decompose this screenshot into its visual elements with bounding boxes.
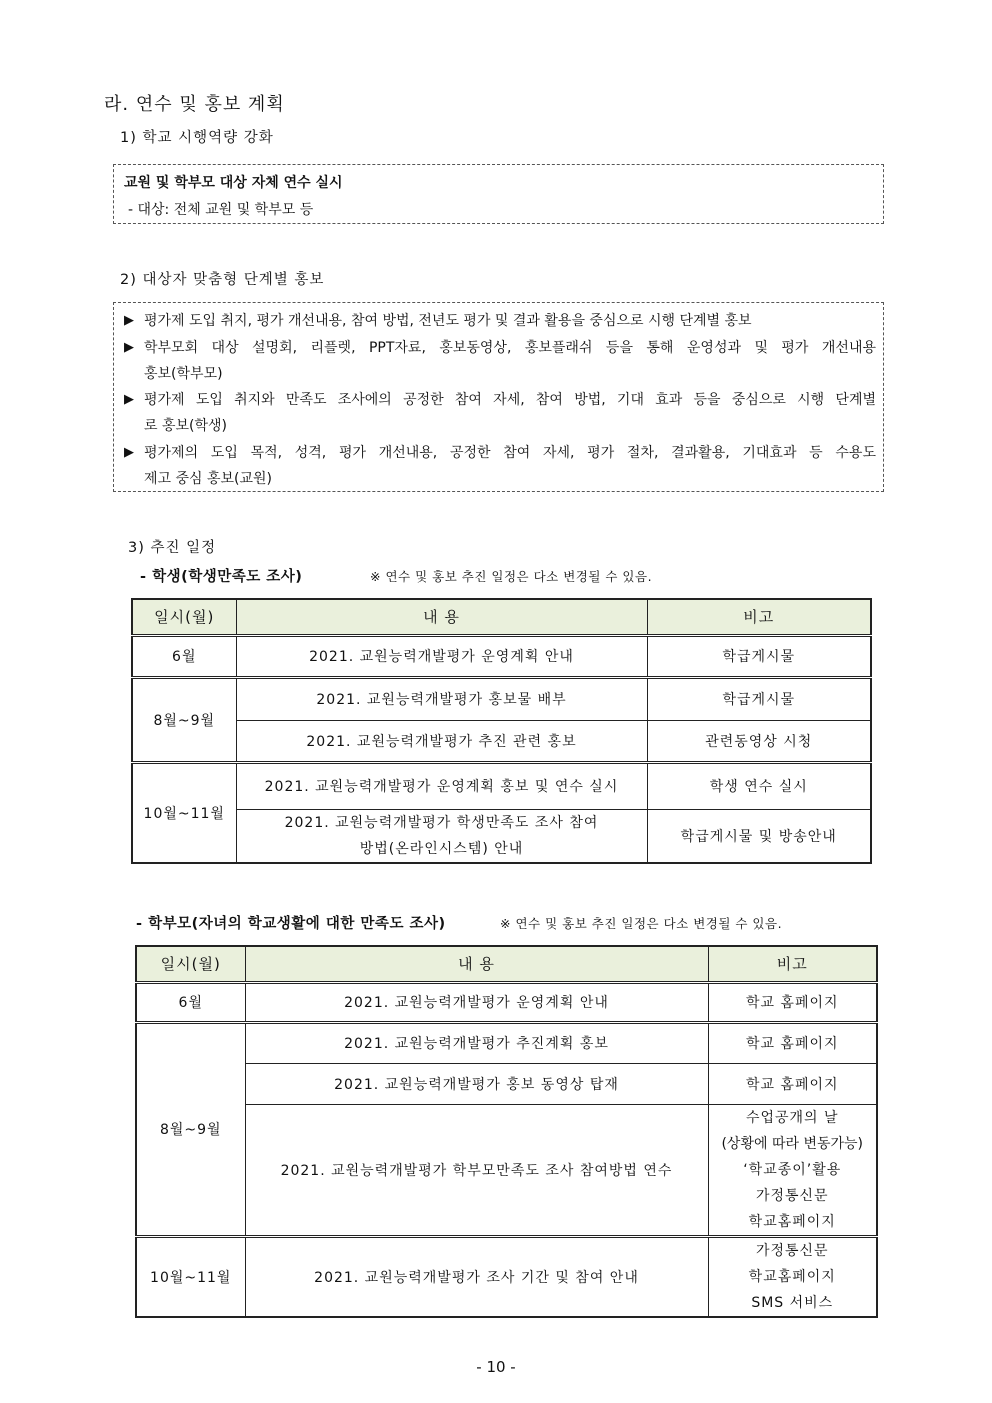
subsection-title-1: 1) 학교 시행역량 강화 xyxy=(120,130,274,146)
bullet-text-cont: 로 홍보(학생) xyxy=(144,418,227,434)
promotion-bullet xyxy=(124,335,876,387)
cell-content: 2021. 교원능력개발평가 홍보 동영상 탑재 xyxy=(245,1063,708,1104)
promotion-bullet xyxy=(124,440,876,492)
cell-content: 2021. 교원능력개발평가 홍보물 배부 xyxy=(236,677,647,720)
cell-note-line: ‘학교종이’활용 xyxy=(743,1161,842,1178)
student-note: ※ 연수 및 홍보 추진 일정은 다소 변경될 수 있음. xyxy=(370,569,653,584)
section-title: 라. 연수 및 홍보 계획 xyxy=(104,94,285,115)
promotion-bullet xyxy=(124,308,876,334)
table-row xyxy=(136,1104,877,1236)
training-box-title: 교원 및 학부모 대상 자체 연수 실시 xyxy=(124,175,343,191)
cell-note-line: 가정통신문 xyxy=(755,1187,829,1204)
cell-content: 2021. 교원능력개발평가 조사 기간 및 참여 안내 xyxy=(245,1236,708,1317)
bullet-text: 평가제 도입 취지와 만족도 조사에의 공정한 참여 자세, 참여 방법, 기대 효과 등을 중심으로 시행 단계별 xyxy=(144,392,876,408)
bullet-text-cont: 제고 중심 홍보(교원) xyxy=(144,471,273,487)
arrow-bullet-icon: ▶ xyxy=(124,445,134,460)
training-box xyxy=(113,164,884,224)
cell-month: 6월 xyxy=(136,982,245,1022)
table-row xyxy=(132,809,871,863)
table-row xyxy=(132,762,871,809)
subsection-title-2: 2) 대상자 맞춤형 단계별 홍보 xyxy=(120,272,325,288)
cell-content-line: 방법(온라인시스템) 안내 xyxy=(359,840,524,857)
cell-content: 2021. 교원능력개발평가 학부모만족도 조사 참여방법 연수 xyxy=(245,1104,708,1236)
arrow-bullet-icon: ▶ xyxy=(124,392,134,407)
cell-note: 학급게시물 xyxy=(647,635,871,677)
table-row xyxy=(136,1236,877,1317)
student-heading: - 학생(학생만족도 조사) xyxy=(140,569,303,585)
cell-note: 학급게시물 및 방송안내 xyxy=(647,809,871,863)
cell-note: 학교 홈페이지 xyxy=(708,1063,877,1104)
cell-month: 6월 xyxy=(132,635,236,677)
table-row xyxy=(136,982,877,1022)
bullet-text-cont: 홍보(학부모) xyxy=(144,366,223,382)
bullet-text: 평가제 도입 취지, 평가 개선내용, 참여 방법, 전년도 평가 및 결과 활용을 중심으로 시행 단계별 홍보 xyxy=(144,313,752,329)
col-header-note: 비고 xyxy=(708,946,877,982)
cell-note-line: (상황에 따라 변동가능) xyxy=(721,1135,864,1152)
parent-schedule-table xyxy=(135,945,878,1318)
cell-note: 학생 연수 실시 xyxy=(647,762,871,809)
col-header-content: 내 용 xyxy=(236,599,647,635)
table-row xyxy=(132,720,871,762)
cell-note: 학급게시물 xyxy=(647,677,871,720)
table-row xyxy=(132,677,871,720)
bullet-text: 학부모회 대상 설명회, 리플렛, PPT자료, 홍보동영상, 홍보플래쉬 등을 통해 운영성과 및 평가 개선내용 xyxy=(144,340,876,356)
cell-content-line: 2021. 교원능력개발평가 학생만족도 조사 참여 xyxy=(284,814,599,831)
cell-note: 관련동영상 시청 xyxy=(647,720,871,762)
cell-content: 2021. 교원능력개발평가 추진계획 홍보 xyxy=(245,1022,708,1063)
cell-note-line: 수업공개의 날 xyxy=(745,1109,839,1126)
promotion-bullet xyxy=(124,387,876,439)
cell-note-line: 학교홈페이지 xyxy=(748,1213,836,1230)
cell-note xyxy=(708,1104,877,1236)
cell-content: 2021. 교원능력개발평가 운영계획 안내 xyxy=(245,982,708,1022)
table-row xyxy=(136,1022,877,1063)
col-header-content: 내 용 xyxy=(245,946,708,982)
table-row xyxy=(132,635,871,677)
cell-content xyxy=(236,809,647,863)
parent-heading: - 학부모(자녀의 학교생활에 대한 만족도 조사) xyxy=(136,916,446,932)
subsection-title-3: 3) 추진 일정 xyxy=(128,540,217,556)
cell-month: 10월~11월 xyxy=(132,762,236,863)
cell-note: 학교 홈페이지 xyxy=(708,1022,877,1063)
cell-note-line: SMS 서비스 xyxy=(751,1294,834,1311)
student-schedule-table xyxy=(131,598,872,864)
bullet-text: 평가제의 도입 목적, 성격, 평가 개선내용, 공정한 참여 자세, 평가 절차, 결과활용, 기대효과 등 수용도 xyxy=(144,445,876,461)
cell-content: 2021. 교원능력개발평가 운영계획 홍보 및 연수 실시 xyxy=(236,762,647,809)
promotion-box xyxy=(113,302,884,492)
cell-content: 2021. 교원능력개발평가 운영계획 안내 xyxy=(236,635,647,677)
cell-month: 10월~11월 xyxy=(136,1236,245,1317)
arrow-bullet-icon: ▶ xyxy=(124,313,134,328)
cell-content: 2021. 교원능력개발평가 추진 관련 홍보 xyxy=(236,720,647,762)
col-header-date: 일시(월) xyxy=(136,946,245,982)
cell-month: 8월~9월 xyxy=(136,1022,245,1236)
col-header-date: 일시(월) xyxy=(132,599,236,635)
training-box-target: - 대상: 전체 교원 및 학부모 등 xyxy=(128,202,314,218)
cell-month: 8월~9월 xyxy=(132,677,236,762)
arrow-bullet-icon: ▶ xyxy=(124,340,134,355)
cell-note: 학교 홈페이지 xyxy=(708,982,877,1022)
cell-note xyxy=(708,1236,877,1317)
page-number: - 10 - xyxy=(476,1358,516,1376)
cell-note-line: 가정통신문 xyxy=(755,1242,829,1259)
col-header-note: 비고 xyxy=(647,599,871,635)
parent-note: ※ 연수 및 홍보 추진 일정은 다소 변경될 수 있음. xyxy=(500,916,783,931)
table-row xyxy=(136,1063,877,1104)
cell-note-line: 학교홈페이지 xyxy=(748,1268,836,1285)
